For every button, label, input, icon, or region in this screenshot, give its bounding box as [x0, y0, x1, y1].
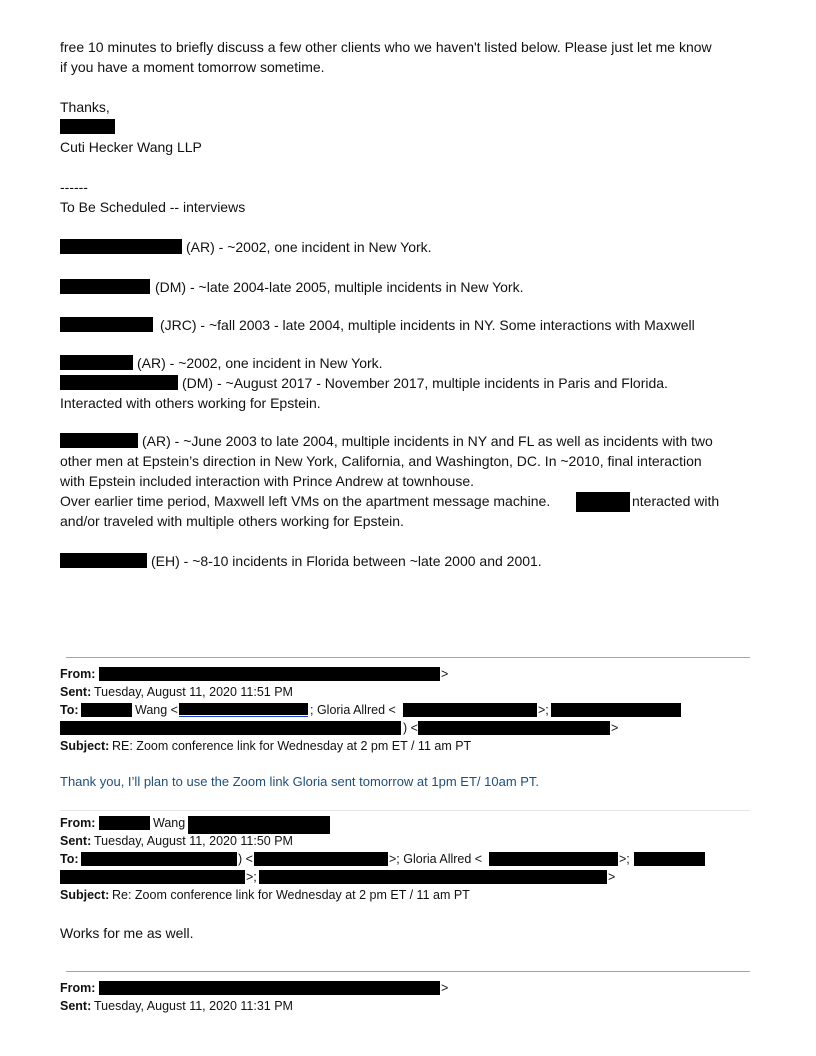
from-label: From: [60, 816, 96, 830]
redaction-block [60, 553, 147, 568]
redaction-block [489, 852, 618, 866]
recipient-text: > [608, 870, 616, 884]
header-divider [66, 971, 750, 972]
recipient-text: >; Gloria Allred < [389, 852, 483, 866]
firm-name: Cuti Hecker Wang LLP [60, 139, 202, 155]
subject-label: Subject: [60, 888, 110, 902]
redaction-block [60, 870, 245, 884]
sent-label: Sent: [60, 999, 92, 1013]
recipient-text: >; [246, 870, 257, 884]
redaction-block [634, 852, 705, 866]
redaction-block [60, 317, 153, 332]
redaction-block [188, 816, 330, 834]
recipient-text: Wang < [135, 703, 178, 717]
list-item: (JRC) - ~fall 2003 - late 2004, multiple incidents in NY. Some interactions with Maxwell [160, 317, 695, 333]
redaction-block [551, 703, 681, 717]
redaction-block [60, 279, 150, 294]
signoff: Thanks, [60, 99, 110, 115]
redaction-block [99, 981, 440, 995]
redaction-block [60, 721, 401, 735]
subject-label: Subject: [60, 739, 110, 753]
redaction-block [60, 355, 133, 370]
header-divider [66, 657, 750, 658]
email-link-underline[interactable] [179, 716, 308, 717]
to-label: To: [60, 703, 79, 717]
list-item: (AR) - ~2002, one incident in New York. [137, 355, 383, 371]
list-item-continuation: nteracted with [632, 493, 720, 509]
list-item-continuation: with Epstein included interaction with Prince Andrew at townhouse. [60, 473, 475, 489]
email-message: Works for me as well. [60, 925, 194, 941]
subject-value: RE: Zoom conference link for Wednesday at 2 pm ET / 11 am PT [112, 739, 472, 753]
redaction-block [418, 721, 610, 735]
list-item: (DM) - ~late 2004-late 2005, multiple incidents in New York. [155, 279, 524, 295]
header-divider [60, 810, 750, 811]
from-label: From: [60, 981, 96, 995]
list-item: (AR) - ~2002, one incident in New York. [186, 239, 432, 255]
sent-value: Tuesday, August 11, 2020 11:31 PM [94, 999, 293, 1013]
section-heading: To Be Scheduled -- interviews [60, 199, 246, 215]
list-item: (DM) - ~August 2017 - November 2017, multiple incidents in Paris and Florida. [182, 375, 668, 391]
sent-value: Tuesday, August 11, 2020 11:51 PM [94, 685, 293, 699]
recipient-text: ) < [403, 721, 418, 735]
redaction-block [60, 433, 138, 448]
sent-label: Sent: [60, 685, 92, 699]
recipient-text: > [611, 721, 619, 735]
redaction-block [99, 667, 440, 681]
recipient-text: >; [619, 852, 630, 866]
sent-label: Sent: [60, 834, 92, 848]
redaction-block [99, 816, 150, 830]
redaction-block [179, 703, 308, 715]
list-item: (AR) - ~June 2003 to late 2004, multiple incidents in NY and FL as well as incidents with two [142, 433, 713, 449]
email-message: Thank you, I’ll plan to use the Zoom link Gloria sent tomorrow at 1pm ET/ 10am PT. [60, 774, 540, 789]
redaction-block [576, 492, 630, 512]
redaction-block [81, 852, 237, 866]
subject-value: Re: Zoom conference link for Wednesday at 2 pm ET / 11 am PT [112, 888, 470, 902]
list-item-continuation: and/or traveled with multiple others working for Epstein. [60, 513, 404, 529]
from-value: > [441, 667, 449, 681]
list-item-continuation: Interacted with others working for Epstein. [60, 395, 321, 411]
divider-text: ------ [60, 179, 88, 195]
to-label: To: [60, 852, 79, 866]
list-item-continuation: other men at Epstein’s direction in New York, California, and Washington, DC. In ~2010, final interaction [60, 453, 702, 469]
redaction-block [403, 703, 537, 717]
redaction-block [259, 870, 607, 884]
recipient-text: ; Gloria Allred < [310, 703, 396, 717]
sent-value: Tuesday, August 11, 2020 11:50 PM [94, 834, 293, 848]
body-line: if you have a moment tomorrow sometime. [60, 59, 325, 75]
redaction-block [60, 119, 115, 134]
list-item-continuation: Over earlier time period, Maxwell left VMs on the apartment message machine. [60, 493, 551, 509]
redaction-block [254, 852, 388, 866]
from-value: Wang [153, 816, 186, 830]
recipient-text: >; [538, 703, 549, 717]
redaction-block [60, 375, 178, 390]
redaction-block [81, 703, 132, 717]
from-label: From: [60, 667, 96, 681]
body-line: free 10 minutes to briefly discuss a few other clients who we haven't listed below. Please just let me know [60, 39, 712, 55]
list-item: (EH) - ~8-10 incidents in Florida between ~late 2000 and 2001. [151, 553, 542, 569]
recipient-text: ) < [238, 852, 253, 866]
redaction-block [60, 239, 182, 254]
from-value: > [441, 981, 449, 995]
